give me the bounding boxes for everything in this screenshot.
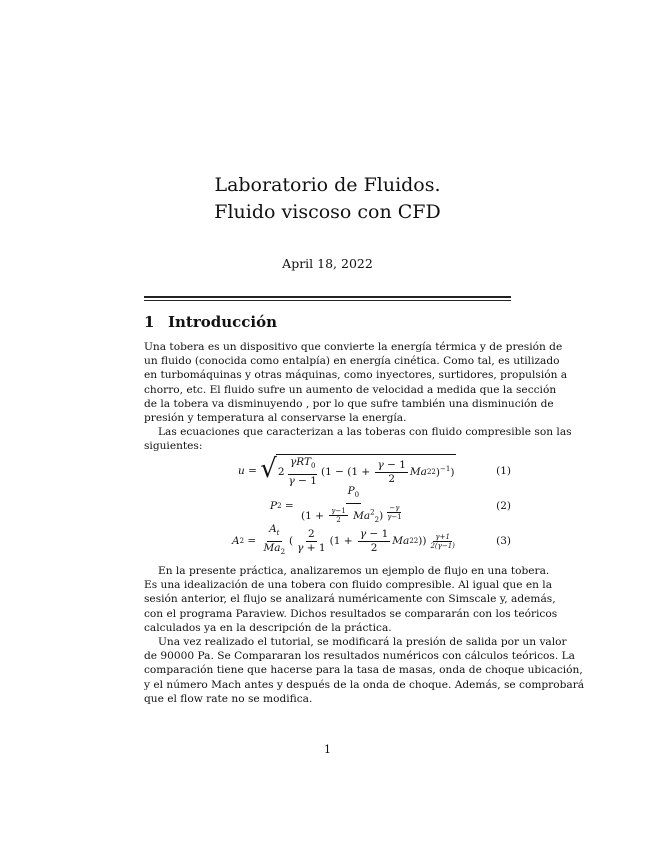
page-number: 1 (324, 743, 331, 756)
text-line: calculados ya en la descripción de la práctica. (144, 621, 392, 634)
equation-2 (144, 485, 511, 524)
text-line: y el número Mach antes y después de la onda de choque. Además, se comprobará (144, 678, 585, 691)
title-line-2: Fluido viscoso con CFD (214, 201, 441, 223)
text-line: chorro, etc. El fluido sufre un aumento de velocidad a medida que la sección (144, 383, 557, 396)
text-line: de la tobera va disminuyendo , por lo que sufre también una disminución de (144, 397, 554, 410)
header-rule-thin (144, 300, 511, 301)
equation-2-number: (2) (496, 500, 511, 512)
paragraph-intro (144, 340, 568, 425)
document-title (0, 172, 655, 226)
title-line-1: Laboratorio de Fluidos. (214, 174, 441, 196)
text-line: un fluido (conocida como entalpía) en energía cinética. Como tal, es utilizado (144, 355, 560, 368)
equation-1-math: u = √ 2 $\frac{\gamma RT_0}{\gamma - 1}$ (1 − (1 + $\frac{\gamma - 1}{2}$ Ma 2 2 )$^{-1}$) (238, 454, 455, 487)
text-line: que el flow rate no se modifica. (144, 692, 313, 705)
paragraph-tutorial (144, 635, 585, 706)
text-line: en turbomáquinas y otras máquinas, como inyectores, surtidores, propulsión a (144, 369, 568, 382)
paragraph-practice (144, 564, 558, 635)
text-line: Una vez realizado el tutorial, se modificará la presión de salida por un valor (158, 636, 567, 648)
equation-2-math: P 2 = $P_0$ (1 + $\frac{\gamma-1}{2}$ $Ma^2_2$) $^{\frac{-\gamma}{\gamma-1}}$ (270, 485, 402, 524)
text-line: con el programa Paraview. Dichos resultados se compararán con los teóricos (144, 607, 558, 620)
text-line: presión y temperatura al conservarse la energía. (144, 412, 407, 425)
text-line: siguientes: (144, 440, 203, 453)
header-rule-thick (144, 296, 511, 298)
text-line: Es una idealización de una tobera con fluido compresible. Al igual que en la (144, 579, 553, 592)
paragraph-equations-intro (144, 425, 572, 453)
text-line: comparación tiene que hacerse para la tasa de masas, onda de choque ubicación, (144, 664, 583, 677)
section-title: Introducción (168, 313, 278, 331)
text-line: En la presente práctica, analizaremos un ejemplo de flujo en una tobera. (158, 565, 550, 577)
equation-3 (144, 524, 511, 558)
section-number: 1 (144, 313, 155, 331)
text-line: de 90000 Pa. Se Compararan los resultados numéricos con cálculos teóricos. La (144, 650, 575, 663)
document-date: April 18, 2022 (282, 256, 373, 271)
text-line: Las ecuaciones que caracterizan a las toberas con fluido compresible son las (158, 426, 572, 438)
text-line: Una tobera es un dispositivo que convierte la energía térmica y de presión de (144, 341, 563, 353)
text-line: sesión anterior, el flujo se analizará numéricamente con Simscale y, además, (144, 593, 556, 606)
equation-1 (144, 454, 511, 488)
equation-3-math: A 2 = $\frac{A_t}{Ma_2}$ ( $\frac{2}{\gamma + 1}$ (1 + $\frac{\gamma - 1}{2}$ Ma 2 2 )) $\frac{\gamma+1}{2(\gamma-1)}$ (232, 523, 455, 556)
section-heading (144, 313, 277, 331)
equation-3-number: (3) (496, 535, 511, 547)
equation-1-number: (1) (496, 465, 511, 477)
